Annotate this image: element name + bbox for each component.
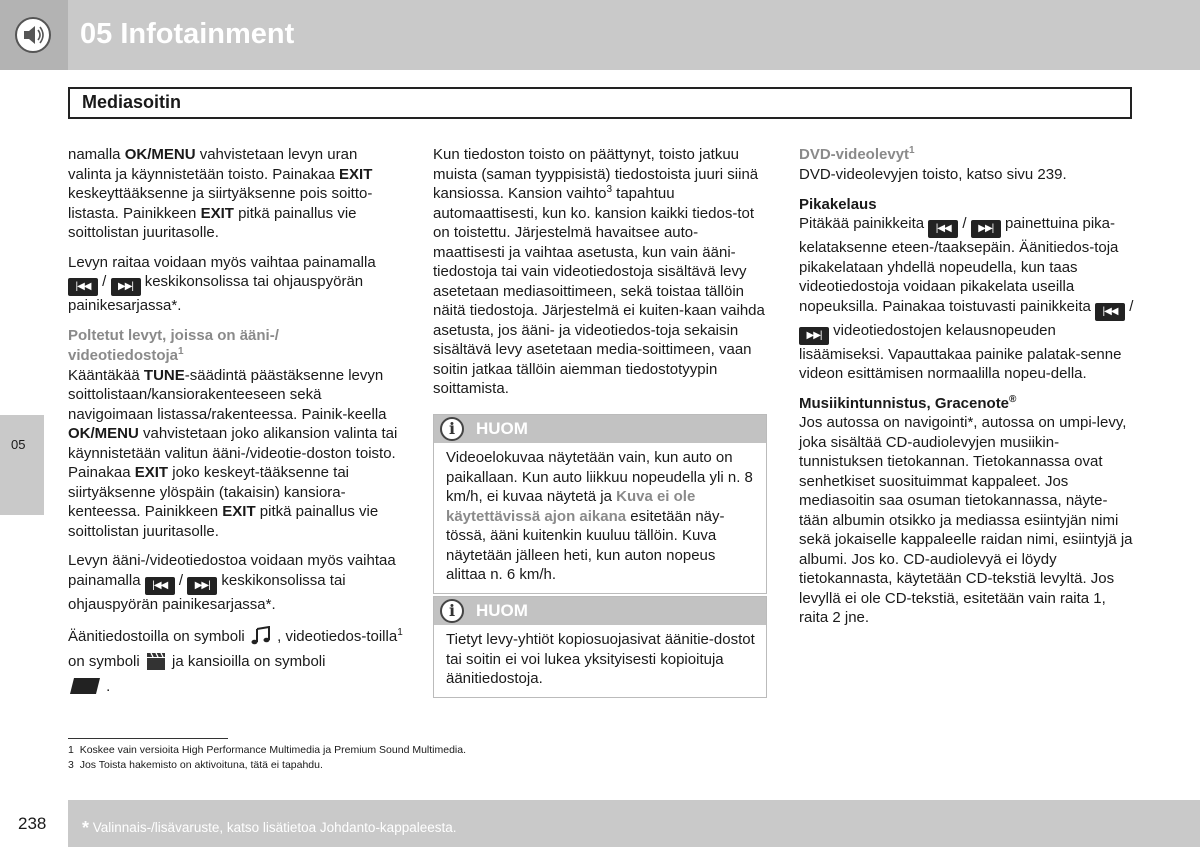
- subheading-burned-discs: Poltetut levyt, joissa on ääni-/ videotiedostoja$^1$: [68, 326, 279, 364]
- section-heading-box: [68, 87, 1132, 119]
- column-2: [433, 145, 766, 409]
- note-header: i HUOM: [434, 415, 766, 443]
- next-track-button-icon: ▶▶|: [971, 220, 1001, 238]
- col1-paragraph-1: namalla OK/MENU vahvistetaan levyn uran valinta ja käynnistetään toisto. Painakaa EXIT keskeyttääksenne ja siirtyäksenne pois soitto-listasta. Painikkeen EXIT pitkä painallus vie soittolistan juuritasolle.: [68, 146, 373, 241]
- side-tab-label: 05: [11, 437, 26, 452]
- next-track-button-icon: ▶▶|: [187, 577, 217, 595]
- col3-paragraph-2: Pitäkää painikkeita |◀◀ / ▶▶| painettuina pika-kelataksenne eteen-/taaksepäin. Äänitiedos-toja pikakelataan yhdellä nopeudella, kun taas videotiedostoja voidaan pikakelata useilla nopeuksilla. Painakaa toistuvasti painikkeita |◀◀ / ▶▶| videotiedostojen kelausnopeuden lisäämiseksi. Vapauttakaa painike palatak-senne videon esittämisen normaalilla nopeu-della.: [799, 215, 1134, 382]
- column-1: [68, 145, 403, 709]
- subheading-fast-forward: Pikakelaus: [799, 195, 877, 213]
- header-icon-block: [0, 0, 68, 70]
- col3-paragraph-1: DVD-videolevyjen toisto, katso sivu 239.: [799, 166, 1067, 183]
- prev-track-button-icon: |◀◀: [1095, 303, 1125, 321]
- col1-paragraph-2: Levyn raitaa voidaan myös vaihtaa painamalla |◀◀ / ▶▶| keskikonsolissa tai ohjauspyörän painikesarjassa*.: [68, 253, 376, 314]
- prev-track-button-icon: |◀◀: [145, 577, 175, 595]
- subheading-dvd: DVD-videolevyt$^1$: [799, 145, 915, 163]
- footnote-1: 1 Koskee vain versioita High Performance Multimedia ja Premium Sound Multimedia.: [68, 744, 467, 756]
- video-clapper-icon: [144, 651, 168, 671]
- page-footer: [68, 800, 1200, 847]
- col1-paragraph-3: Kääntäkää TUNE-säädintä päästäksenne levyn soittolistaan/kansiorakenteeseen sekä navigoimaan listassa/rakenteessa. Painik-keella OK/MENU vahvistetaan joko alikansion valinta tai käynnistetään valitun ääni-/videotie-doston toisto. Painakaa EXIT joko keskeyt-tääksenne tai siirtyäksenne ylöspäin (takaisin) kansiora-kenteessa. Painikkeen EXIT pitkä painallus vie soittolistan juuritasolle.: [68, 366, 398, 540]
- info-icon: i: [440, 599, 464, 623]
- footer-note: * Valinnais-/lisävaruste, katso lisätietoa Johdanto-kappaleesta.: [82, 818, 457, 838]
- page-number: 238: [18, 814, 47, 833]
- next-track-button-icon: ▶▶|: [111, 278, 141, 296]
- subheading-gracenote: Musiikintunnistus, Gracenote®: [799, 393, 1017, 412]
- chapter-title: 05 Infotainment: [80, 18, 295, 50]
- footnote-3: 3 Jos Toista hakemisto on aktivoituna, tätä ei tapahdu.: [68, 759, 323, 771]
- note-box-2: [433, 596, 767, 698]
- col2-paragraph-1: Kun tiedoston toisto on päättynyt, toisto jatkuu muista (saman tyyppisistä) tiedostoista juuri siinä kansiossa. Kansion vaihto$^3$ tapahtuu automaattisesti, kun ko. kansion kaikki tiedos-tot on toistettu. Järjestelmä havaitsee auto-maattisesti ja vaihtaa asetusta, kun vain ääni-tiedostoja tai vain videotiedostoja sisältävä levy asetetaan mediasoittimeen, sekä toistaa tällöin näitä tiedostoja. Järjestelmä ei kuiten-kaan vaihda asetusta, jos ääni- ja videotiedos-toja sekaisin sisältävä levy asetetaan media-soittimeen, vaan soitin jatkaa tällöin aiemman tiedostotyypin soittamista.: [433, 146, 765, 397]
- next-track-button-icon: ▶▶|: [799, 327, 829, 345]
- page-header: [0, 0, 1200, 70]
- music-note-icon: [249, 626, 273, 646]
- note-body: Videoelokuvaa näytetään vain, kun auto on paikallaan. Kun auto liikkuu nopeudella yli n. 8 km/h, ei kuvaa näytetä ja Kuva ei ole käytettävissä ajon aikana esitetään näy-tössä, ääni kuitenkin kuuluu tällöin. Kuva näytetään jälleen heti, kun auton nopeus alittaa n. 6 km/h.: [446, 449, 753, 583]
- info-icon: i: [440, 417, 464, 441]
- prev-track-button-icon: |◀◀: [68, 278, 98, 296]
- section-title: Mediasoitin: [82, 92, 182, 112]
- note-body: Tietyt levy-yhtiöt kopiosuojasivat äänitie-dostot tai soitin ei voi lukea yksityisesti kopioituja äänitiedostoja.: [446, 631, 755, 687]
- chapter-side-tab: [0, 415, 44, 515]
- note-box-1: [433, 414, 767, 594]
- folder-icon: [68, 676, 102, 696]
- col1-paragraph-5: Äänitiedostoilla on symboli , videotiedos-toilla$^1$ on symboli ja kansioilla on symboli .: [68, 627, 403, 695]
- footnote-divider: [68, 738, 228, 739]
- speaker-icon: [14, 16, 52, 54]
- col3-paragraph-3: Jos autossa on navigointi*, autossa on umpi-levy, joka sisältää CD-audiolevyjen musiikin-tunnistuksen tietokannan. Tietokannassa ovat senhetkiset suosituimmat kappaleet. Jos mediasoitin saa osuman tietokannassa, näyte-tään albumin otsikko ja mediassa esiintyjän nimi sekä jokaiselle kappaleelle raidan nimi, esiintyjä ja albumi. Jos ko. CD-audiolevyä ei löydy tietokannasta, käytetään CD-tekstiä levyltä. Jos levyllä ei ole CD-tekstiä, esitetään vain raita 1, raita 2 jne.: [799, 414, 1133, 626]
- col1-paragraph-4: Levyn ääni-/videotiedostoa voidaan myös vaihtaa painamalla |◀◀ / ▶▶| keskikonsolissa tai ohjauspyörän painikesarjassa*.: [68, 552, 396, 613]
- column-3: [799, 145, 1134, 638]
- note-header: i HUOM: [434, 597, 766, 625]
- prev-track-button-icon: |◀◀: [928, 220, 958, 238]
